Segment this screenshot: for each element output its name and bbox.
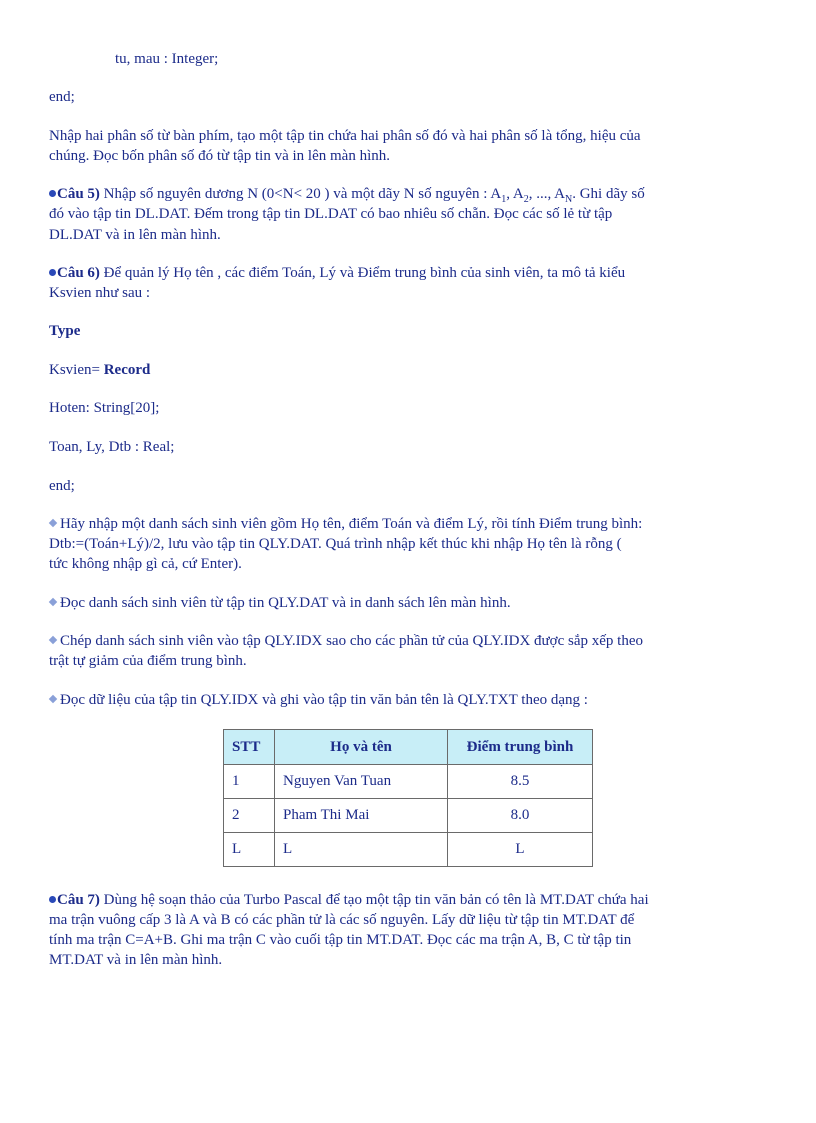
question-label: Câu 6) [57, 265, 100, 281]
diamond-bullet-icon [49, 519, 58, 528]
question-7-line-2: ma trận vuông cấp 3 là A và B có các phần tử là các số nguyên. Lấy dữ liệu từ tập tin MT.DAT để [49, 912, 635, 928]
code-hoten-field: Hoten: String[20]; [49, 400, 160, 416]
question-6: Câu 6) Để quản lý Họ tên , các điểm Toán, Lý và Điểm trung bình của sinh viên, ta mô tả kiểu [49, 263, 769, 283]
cell-stt: 1 [224, 765, 275, 799]
task-2: Đọc danh sách sinh viên từ tập tin QLY.DAT và in danh sách lên màn hình. [49, 593, 769, 613]
code-line-tu-mau: tu, mau : Integer; [115, 51, 219, 67]
question-7: Câu 7) Dùng hệ soạn thảo của Turbo Pascal để tạo một tập tin văn bản có tên là MT.DAT chứa hai [49, 890, 769, 910]
diamond-bullet-icon [49, 695, 58, 704]
code-end: end; [49, 478, 75, 494]
cell-name: L [275, 833, 448, 867]
table-header-row [224, 730, 593, 765]
question-label: Câu 5) [57, 186, 100, 202]
task-1-line-2: Dtb:=(Toán+Lý)/2, lưu vào tập tin QLY.DAT. Quá trình nhập kết thúc khi nhập Họ tên là rỗng ( [49, 536, 622, 552]
paragraph-intro-cont: chúng. Đọc bốn phân số đó từ tập tin và in lên màn hình. [49, 148, 390, 164]
bullet-dot-icon [49, 190, 56, 197]
cell-stt: 2 [224, 799, 275, 833]
cell-average: L [448, 833, 593, 867]
code-ksvien-record: Ksvien= Record [49, 362, 151, 378]
diamond-bullet-icon [49, 636, 58, 645]
output-format-table [223, 729, 593, 867]
diamond-bullet-icon [49, 598, 58, 607]
code-scores-fields: Toan, Ly, Dtb : Real; [49, 439, 175, 455]
bullet-dot-icon [49, 896, 56, 903]
question-5: Câu 5) Nhập số nguyên dương N (0<N< 20 ) và một dãy N số nguyên : $A_1$, $A_2$, ..., $A_N$. Ghi dãy số [49, 184, 769, 210]
cell-name: Nguyen Van Tuan [275, 765, 448, 799]
cell-average: 8.0 [448, 799, 593, 833]
column-header-stt: STT [224, 730, 275, 765]
task-3: Chép danh sách sinh viên vào tập QLY.IDX sao cho các phần tử của QLY.IDX được sắp xếp theo [49, 631, 769, 651]
cell-name: Pham Thi Mai [275, 799, 448, 833]
column-header-average: Điểm trung bình [448, 730, 593, 765]
bullet-dot-icon [49, 269, 56, 276]
task-1: Hãy nhập một danh sách sinh viên gồm Họ tên, điểm Toán và điểm Lý, rồi tính Điểm trung bình: [49, 514, 769, 534]
task-3-line-2: trật tự giảm của điểm trung bình. [49, 653, 247, 669]
table-row [224, 765, 593, 799]
task-4: Đọc dữ liệu của tập tin QLY.IDX và ghi vào tập tin văn bản tên là QLY.TXT theo dạng : [49, 690, 769, 710]
table-row [224, 799, 593, 833]
cell-average: 8.5 [448, 765, 593, 799]
code-type-keyword: Type [49, 323, 81, 339]
paragraph-intro: Nhập hai phân số từ bàn phím, tạo một tập tin chứa hai phân số đó và hai phân số là tổng, hiệu của [49, 128, 641, 144]
question-7-line-4: MT.DAT và in lên màn hình. [49, 952, 223, 968]
question-5-line-3: DL.DAT và in lên màn hình. [49, 227, 221, 243]
question-label: Câu 7) [57, 892, 100, 908]
code-line-end: end; [49, 89, 75, 105]
table-row [224, 833, 593, 867]
task-1-line-3: tức không nhập gì cả, cứ Enter). [49, 556, 242, 572]
column-header-name: Họ và tên [275, 730, 448, 765]
question-6-line-2: Ksvien như sau : [49, 285, 151, 301]
cell-stt: L [224, 833, 275, 867]
question-5-line-2: đó vào tập tin DL.DAT. Đếm trong tập tin DL.DAT có bao nhiêu số chẵn. Đọc các số lẻ từ tập [49, 206, 613, 222]
question-7-line-3: tính ma trận C=A+B. Ghi ma trận C vào cuối tập tin MT.DAT. Đọc các ma trận A, B, C từ tập tin [49, 932, 632, 948]
